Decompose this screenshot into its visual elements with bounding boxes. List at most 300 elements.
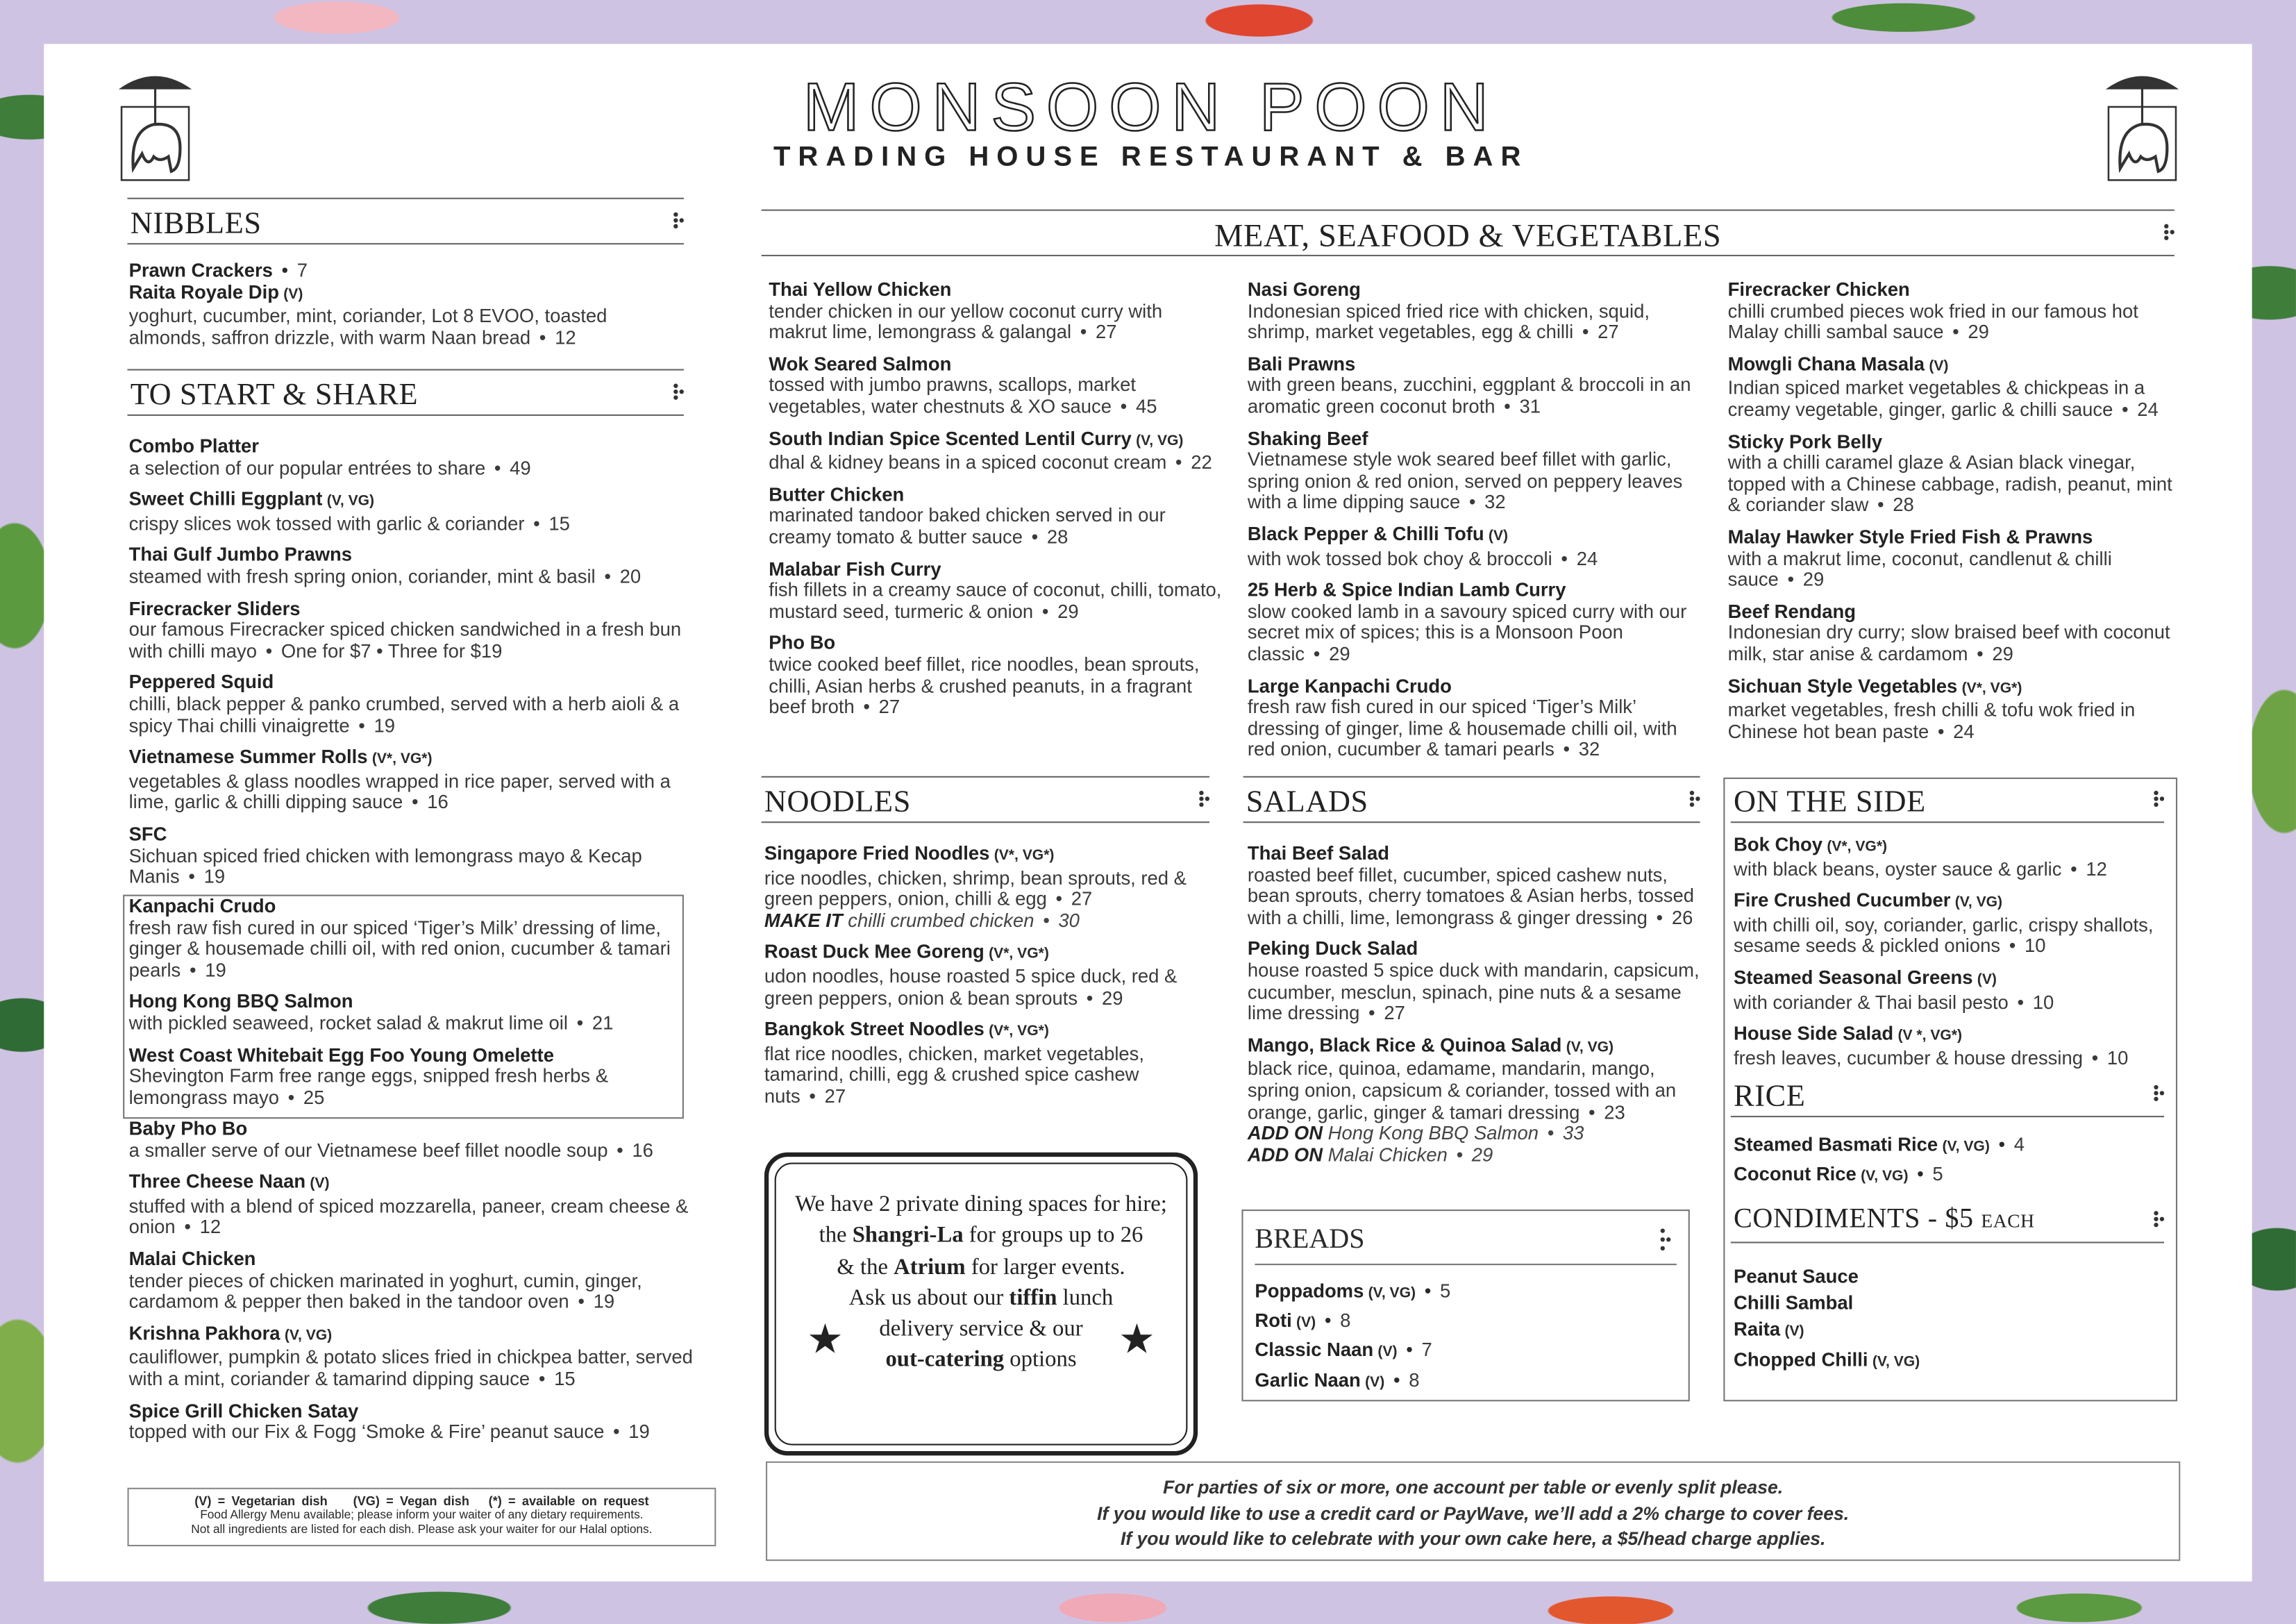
menu-item (129, 1119, 715, 1162)
item-header (1734, 968, 2170, 992)
menu-item (129, 436, 703, 479)
menu-item (1248, 1035, 1702, 1166)
item-price: 7 (296, 259, 308, 281)
item-description-text: market vegetables, fresh chilli & tofu wok fried in Chinese hot bean paste (1727, 698, 2136, 742)
legend-line: Not all ingredients are listed for each dish. Please ask your waiter for our Halal options. (191, 1523, 653, 1537)
item-description (764, 1044, 1212, 1107)
dots-icon (672, 212, 684, 230)
restaurant-name: MONSOON POON (803, 69, 1499, 145)
item-price: 32 (1578, 738, 1600, 761)
dining-line: delivery service & our (879, 1316, 1083, 1342)
item-description (769, 505, 1223, 549)
section-title: RICE (1734, 1078, 1806, 1113)
dietary-tags: (V, VG) (1136, 433, 1184, 449)
section-header-meat-seafood-vegetables (762, 210, 2175, 256)
item-price: 7 (1421, 1339, 1432, 1362)
price-separator: • (189, 958, 196, 981)
addon-label: MAKE IT (764, 909, 843, 931)
on-the-side-list (1734, 835, 2170, 1080)
menu-item (1734, 1024, 2170, 1070)
section-title: MEAT, SEAFOOD & VEGETABLES (1214, 217, 1722, 253)
item-description-text: house roasted 5 spice duck with mandarin, capsicum, cucumber, mesclun, spinach, pine nuts & a sesame lime dressing (1247, 959, 1700, 1024)
menu-item (1734, 1162, 2170, 1191)
item-description (1734, 915, 2170, 958)
dots-icon (2152, 791, 2164, 808)
section-title: NIBBLES (130, 205, 262, 240)
item-description-text: Indonesian dry curry; slow braised beef with coconut milk, star anise & cardamom (1727, 621, 2170, 665)
menu-item (1734, 1132, 2170, 1162)
price-separator: • (281, 259, 289, 281)
item-description-text: twice cooked beef fillet, rice noodles, bean sprouts, chilli, Asian herbs & crushed peanuts, in a fragrant beef broth (769, 653, 1200, 718)
item-price: 29 (1102, 986, 1123, 1009)
dining-text: Ask us about our (848, 1285, 1009, 1311)
legend-line: Food Allergy Menu available; please inform your waiter of any dietary requirements. (200, 1508, 644, 1522)
item-header (129, 260, 685, 282)
item-description-text: with pickled seaweed, rocket salad & makrut lime oil (128, 1012, 568, 1034)
menu-item (1728, 354, 2182, 421)
item-description-text: cauliflower, pumpkin & potato slices fried in chickpea batter, served with a mint, coriander & tamarind dipping sauce (128, 1346, 693, 1390)
restaurant-subtitle: TRADING HOUSE RESTAURANT & BAR (773, 142, 1529, 173)
item-name: Poppadoms (1255, 1280, 1364, 1302)
item-name: Steamed Seasonal Greens (1734, 966, 1973, 989)
item-description (1248, 960, 1702, 1024)
price-separator: • (1324, 1309, 1332, 1332)
dining-tiffin: tiffin (1009, 1285, 1057, 1311)
item-header (129, 1045, 678, 1066)
menu-item (1248, 676, 1702, 761)
menu-item (129, 673, 703, 737)
item-description (764, 966, 1212, 1010)
item-name: Beef Rendang (1727, 600, 1856, 622)
item-name: House Side Salad (1734, 1022, 1894, 1045)
menu-item (1248, 524, 1702, 570)
section-title: CONDIMENTS - $5 (1734, 1203, 1974, 1234)
item-description (1727, 546, 2182, 592)
item-description (129, 458, 703, 479)
price-separator: • (494, 456, 501, 478)
item-header (129, 1119, 715, 1140)
menu-item (1248, 844, 1702, 929)
noodles-list (764, 844, 1212, 1119)
item-name: West Coast Whitebait Egg Foo Young Omelette (128, 1043, 554, 1066)
item-description-text: with green beans, zucchini, eggplant & broccoli in an aromatic green coconut broth (1247, 374, 1691, 417)
dots-icon (1689, 791, 1700, 808)
price-separator: • (1468, 491, 1476, 513)
item-description (769, 655, 1223, 719)
item-header (1248, 280, 1702, 301)
item-name: Bangkok Street Noodles (764, 1018, 984, 1040)
notice-line: If you would like to celebrate with your own cake here, a $5/head charge applies. (1120, 1528, 1826, 1550)
item-name: Kanpachi Crudo (128, 894, 276, 917)
item-description (129, 1271, 715, 1314)
menu-item (1255, 1278, 1679, 1308)
item-price: 24 (1953, 719, 1975, 742)
item-description (764, 868, 1212, 911)
section-header-salads (1243, 776, 1700, 823)
item-name: Roti (1255, 1309, 1292, 1332)
item-description (1728, 301, 2182, 344)
dots-icon (2152, 1211, 2164, 1228)
dietary-tags: (V*, VG*) (371, 751, 433, 768)
menu-item (1728, 280, 2182, 344)
item-name: Raita Royale Dip (128, 281, 279, 303)
addon-text: Hong Kong BBQ Salmon (1327, 1121, 1539, 1144)
dots-icon (672, 384, 684, 401)
item-name: Butter Chicken (769, 483, 905, 505)
price-separator: • (1080, 321, 1087, 343)
item-header (1728, 527, 2182, 549)
item-header (129, 436, 703, 458)
item-name: Roast Duck Mee Goreng (764, 940, 984, 963)
section-header-on-the-side (1731, 778, 2164, 823)
item-header (129, 824, 703, 846)
item-header (1248, 354, 1702, 376)
item-price: 45 (1135, 395, 1157, 417)
item-name: Fire Crushed Cucumber (1734, 889, 1951, 912)
item-name: Thai Gulf Jumbo Prawns (128, 544, 353, 566)
item-header (1734, 1264, 2170, 1290)
price-separator: • (1504, 395, 1511, 417)
menu-item (764, 844, 1212, 932)
item-name: Hong Kong BBQ Salmon (128, 990, 353, 1013)
item-price: 22 (1191, 451, 1212, 474)
item-price: 27 (1384, 1001, 1405, 1024)
addon-label: ADD ON (1247, 1121, 1323, 1144)
item-description-text: fresh leaves, cucumber & house dressing (1734, 1046, 2083, 1069)
item-header (1248, 580, 1702, 601)
price-separator: • (1175, 451, 1182, 474)
item-price: 15 (548, 512, 570, 535)
item-name: Vietnamese Summer Rolls (128, 745, 368, 768)
item-name: Three Cheese Naan (128, 1170, 306, 1193)
menu-item (129, 824, 703, 888)
item-description (129, 917, 678, 981)
item-header (1734, 891, 2170, 915)
menu-item (1734, 1290, 2170, 1316)
item-header (129, 1400, 715, 1422)
item-name: Sweet Chilli Eggplant (128, 487, 323, 510)
meat-column-1 (769, 280, 1223, 729)
menu-item (129, 1400, 715, 1443)
item-description-text: Indonesian spiced fried rice with chicken, squid, shrimp, market vegetables, egg & chilli (1247, 299, 1650, 343)
item-price: 24 (2137, 398, 2159, 421)
item-description (769, 453, 1223, 474)
menu-item (1728, 431, 2182, 517)
price-separator: • (1393, 1368, 1400, 1391)
rice-list (1734, 1132, 2170, 1191)
section-header-noodles (762, 776, 1209, 823)
item-price: 49 (510, 456, 531, 478)
dietary-tags: (V, VG) (1566, 1039, 1614, 1056)
menu-item (769, 559, 1223, 623)
item-price: 15 (554, 1367, 576, 1390)
item-name: Steamed Basmati Rice (1734, 1133, 1938, 1156)
dietary-tags: (V*, VG*) (994, 848, 1055, 864)
price-separator: • (1937, 719, 1945, 742)
item-description-text: chilli crumbed pieces wok fried in our famous hot Malay chilli sambal sauce (1727, 299, 2138, 343)
menu-item (1734, 1264, 2170, 1290)
menu-item (129, 1172, 715, 1239)
price-separator: • (1877, 494, 1884, 517)
item-description-text: our famous Firecracker spiced chicken sandwiched in a fresh bun with chilli mayo (128, 618, 682, 662)
item-price: 12 (2086, 857, 2107, 880)
nibbles-list (129, 260, 685, 359)
item-header (129, 282, 685, 306)
item-name: Raita (1734, 1318, 1781, 1341)
item-name: 25 Herb & Spice Indian Lamb Curry (1247, 578, 1566, 601)
item-header (1248, 428, 1702, 450)
item-description (769, 301, 1223, 344)
item-header (1728, 431, 2182, 453)
menu-item (129, 489, 703, 535)
item-header (769, 354, 1223, 376)
dietary-tags: (V) (1377, 1344, 1398, 1362)
item-name: SFC (128, 823, 167, 845)
item-name: Prawn Crackers (128, 259, 273, 281)
item-description (1734, 859, 2170, 880)
item-header (1734, 1162, 2170, 1191)
item-price: 29 (1968, 321, 1989, 343)
price-separator: • (1561, 546, 1568, 569)
item-name: Malai Chicken (128, 1247, 256, 1270)
item-description-text: tossed with jumbo prawns, scallops, market vegetables, water chestnuts & XO sauce (769, 374, 1136, 417)
dietary-tags: (V, VG) (1872, 1354, 1920, 1371)
item-price: 29 (1057, 600, 1079, 622)
item-header (764, 844, 1212, 868)
menu-item (769, 485, 1223, 549)
item-description-text: fresh raw fish cured in our spiced ‘Tiger’s Milk’ dressing of ginger, lime & housemade chilli oil, with red onion, cucumber & tamari pearls (1247, 695, 1677, 761)
price-separator: • (1120, 395, 1128, 417)
menu-item (1728, 676, 2182, 743)
menu-item (1248, 428, 1702, 514)
item-header (1734, 1132, 2170, 1162)
dining-venue-atrium: Atrium (894, 1254, 966, 1280)
dietary-tags: (V *, VG*) (1897, 1028, 1963, 1045)
dietary-tags: (V, VG) (1942, 1139, 1990, 1156)
menu-item (129, 545, 703, 588)
star-icon: ★ (807, 1316, 844, 1362)
dots-icon (2152, 1085, 2164, 1103)
item-description (129, 771, 703, 814)
item-description (1248, 697, 1702, 761)
item-name: Peanut Sauce (1734, 1265, 1859, 1287)
item-description-text: with a chilli caramel glaze & Asian black vinegar, topped with a Chinese cabbage, radish, peanut, mint & coriander slaw (1727, 451, 2172, 517)
salads-list (1248, 844, 1702, 1176)
menu-item (129, 1045, 678, 1109)
dietary-tags: (V) (1365, 1374, 1385, 1391)
dietary-tags: (V*, VG*) (1827, 839, 1888, 855)
item-price: 10 (2025, 935, 2046, 957)
item-description (1728, 623, 2182, 666)
menu-item (1734, 1346, 2170, 1376)
item-description-text: with black beans, oyster sauce & garlic (1734, 857, 2062, 880)
item-addon (764, 910, 1212, 932)
item-description (1728, 700, 2182, 743)
item-description-text: stuffed with a blend of spiced mozzarella, paneer, cream cheese & onion (128, 1194, 689, 1238)
item-description-text: vegetables & glass noodles wrapped in rice paper, served with a lime, garlic & chilli dipping sauce (128, 769, 671, 814)
item-name: Sichuan Style Vegetables (1727, 674, 1958, 696)
price-separator: • (2017, 990, 2025, 1013)
price-separator: • (184, 1216, 191, 1238)
item-name: Peppered Squid (128, 671, 274, 694)
item-price: 27 (824, 1085, 846, 1107)
item-price: 31 (1519, 395, 1541, 417)
addon-price: 29 (1471, 1143, 1493, 1166)
item-description-text: udon noodles, house roasted 5 spice duck, red & green peppers, onion & bean sprouts (764, 964, 1178, 1009)
dietary-tags: (V, VG) (284, 1328, 333, 1344)
item-header (1248, 524, 1702, 549)
item-description-text: with wok tossed bok choy & broccoli (1247, 546, 1552, 569)
dietary-tags: (V) (310, 1175, 330, 1193)
price-separator: • (265, 639, 273, 662)
item-header (769, 485, 1223, 506)
item-header (129, 598, 703, 620)
price-separator: • (1313, 642, 1321, 665)
price-separator: • (1656, 906, 1664, 928)
item-name: Peking Duck Salad (1247, 937, 1418, 960)
item-price: 28 (1046, 525, 1069, 548)
start-share-more-list (129, 1119, 715, 1453)
item-name: Coconut Rice (1734, 1162, 1857, 1185)
price-separator: • (1952, 321, 1959, 343)
section-title: BREADS (1255, 1224, 1365, 1255)
item-header (1255, 1308, 1679, 1338)
price-separator: • (1977, 642, 1984, 665)
price-separator: • (1998, 1133, 2006, 1156)
section-header-start-share (127, 369, 683, 415)
item-name: Classic Naan (1255, 1339, 1374, 1362)
item-description-text: fish fillets in a creamy sauce of coconut, chilli, tomato, mustard seed, turmeric & onion (769, 578, 1222, 622)
item-price: 4 (2013, 1133, 2025, 1156)
price-separator: • (538, 1367, 546, 1390)
item-price: 27 (1071, 887, 1093, 910)
dining-text: for groups up to 26 (963, 1223, 1143, 1248)
item-header (1734, 1024, 2170, 1048)
item-description (1247, 1057, 1702, 1123)
item-name: Chopped Chilli (1734, 1348, 1868, 1371)
item-header (1734, 1346, 2170, 1376)
price-separator: • (1055, 887, 1063, 910)
item-description-text: tender pieces of chicken marinated in yoghurt, cumin, ginger, cardamom & pepper then baked in the tandoor oven (128, 1269, 642, 1312)
menu-item (1728, 527, 2182, 591)
price-separator: • (578, 1290, 585, 1312)
price-separator: • (533, 512, 540, 535)
price-separator: • (188, 865, 196, 888)
item-price: 12 (199, 1216, 221, 1238)
item-header (129, 1323, 715, 1348)
menu-item (769, 280, 1223, 344)
price-separator: • (539, 326, 546, 349)
price-separator: • (1086, 986, 1093, 1009)
item-name: Firecracker Sliders (128, 596, 301, 619)
menu-item (129, 598, 703, 662)
item-description (1248, 865, 1702, 929)
item-price: 25 (303, 1086, 325, 1108)
item-header (1255, 1337, 1679, 1367)
item-header (129, 1249, 715, 1271)
item-price: 8 (1409, 1368, 1420, 1391)
item-price: 24 (1576, 546, 1598, 569)
item-name: Bok Choy (1734, 833, 1823, 855)
menu-item (1255, 1308, 1679, 1338)
item-description-text: flat rice noodles, chicken, market vegetables, tamarind, chilli, egg & crushed spice cashew nuts (764, 1042, 1145, 1107)
item-description-text: steamed with fresh spring onion, coriander, mint & basil (128, 565, 596, 587)
menu-item (129, 282, 685, 349)
price-separator: • (1787, 568, 1795, 591)
dietary-tags: (V, VG) (1368, 1285, 1416, 1302)
item-price: 16 (632, 1138, 653, 1161)
dietary-tags: (V, VG) (326, 494, 375, 510)
item-price: 5 (1439, 1280, 1451, 1302)
item-price: 19 (374, 714, 396, 736)
menu-item (129, 992, 678, 1035)
item-price: 19 (203, 865, 226, 888)
item-name: Mango, Black Rice & Quinoa Salad (1247, 1033, 1562, 1056)
item-description-text: chilli, black pepper & panko crumbed, served with a herb aioli & a spicy Thai chilli vinaigrette (128, 692, 680, 736)
item-price: 19 (628, 1420, 650, 1443)
price-separator: • (604, 565, 611, 587)
item-header (1734, 1290, 2170, 1316)
item-name: Thai Beef Salad (1247, 842, 1390, 864)
menu-item (129, 1323, 715, 1391)
item-name: Nasi Goreng (1247, 278, 1361, 301)
section-title: ON THE SIDE (1734, 783, 1926, 819)
addon-text: chilli crumbed chicken (848, 909, 1034, 931)
price-separator: • (576, 1012, 584, 1034)
menu-item (129, 896, 678, 982)
price-separator: • (2091, 1046, 2099, 1069)
item-price: 10 (2032, 990, 2054, 1013)
section-title: SALADS (1246, 783, 1368, 819)
item-header (769, 559, 1223, 580)
dietary-tags: (V) (1929, 358, 1949, 375)
dining-text: the (819, 1223, 853, 1248)
item-name: Combo Platter (128, 435, 259, 458)
item-header (1248, 1035, 1702, 1060)
item-header (769, 280, 1223, 301)
menu-item (129, 260, 685, 282)
menu-item (769, 428, 1223, 474)
price-separator: • (287, 1086, 295, 1108)
item-price: One for $7 • Three for $19 (280, 639, 503, 662)
item-price: 29 (1329, 642, 1350, 665)
price-separator: • (1043, 909, 1050, 931)
legend-key: (V) = Vegetarian dish (VG) = Vegan dish (*) = available on request (194, 1493, 649, 1509)
item-price: 23 (1604, 1100, 1625, 1123)
item-name: Pho Bo (769, 631, 836, 654)
item-description (769, 376, 1223, 419)
menu-item (1734, 968, 2170, 1014)
item-price: 27 (1598, 321, 1619, 343)
item-price: 32 (1484, 491, 1506, 513)
item-description-text: yoghurt, cucumber, mint, coriander, Lot 8 EVOO, toasted almonds, saffron drizzle, with warm Naan bread (128, 305, 607, 349)
item-description-text: Vietnamese style wok seared beef fillet with garlic, spring onion & red onion, served on peppery leaves with a lime dipping sauce (1247, 448, 1683, 513)
item-header (1248, 939, 1702, 961)
price-separator: • (1547, 1121, 1555, 1144)
section-header-rice (1731, 1072, 2164, 1117)
elephant-umbrella-logo-left (110, 66, 201, 183)
breads-list (1255, 1278, 1679, 1396)
section-header-nibbles (127, 198, 683, 244)
item-description (1247, 546, 1702, 570)
item-description (129, 514, 703, 535)
item-price: 27 (1095, 321, 1117, 343)
price-separator: • (1456, 1143, 1464, 1166)
item-description (129, 1422, 715, 1443)
item-header (1248, 676, 1702, 697)
menu-item (129, 1249, 715, 1313)
price-separator: • (2122, 398, 2129, 421)
